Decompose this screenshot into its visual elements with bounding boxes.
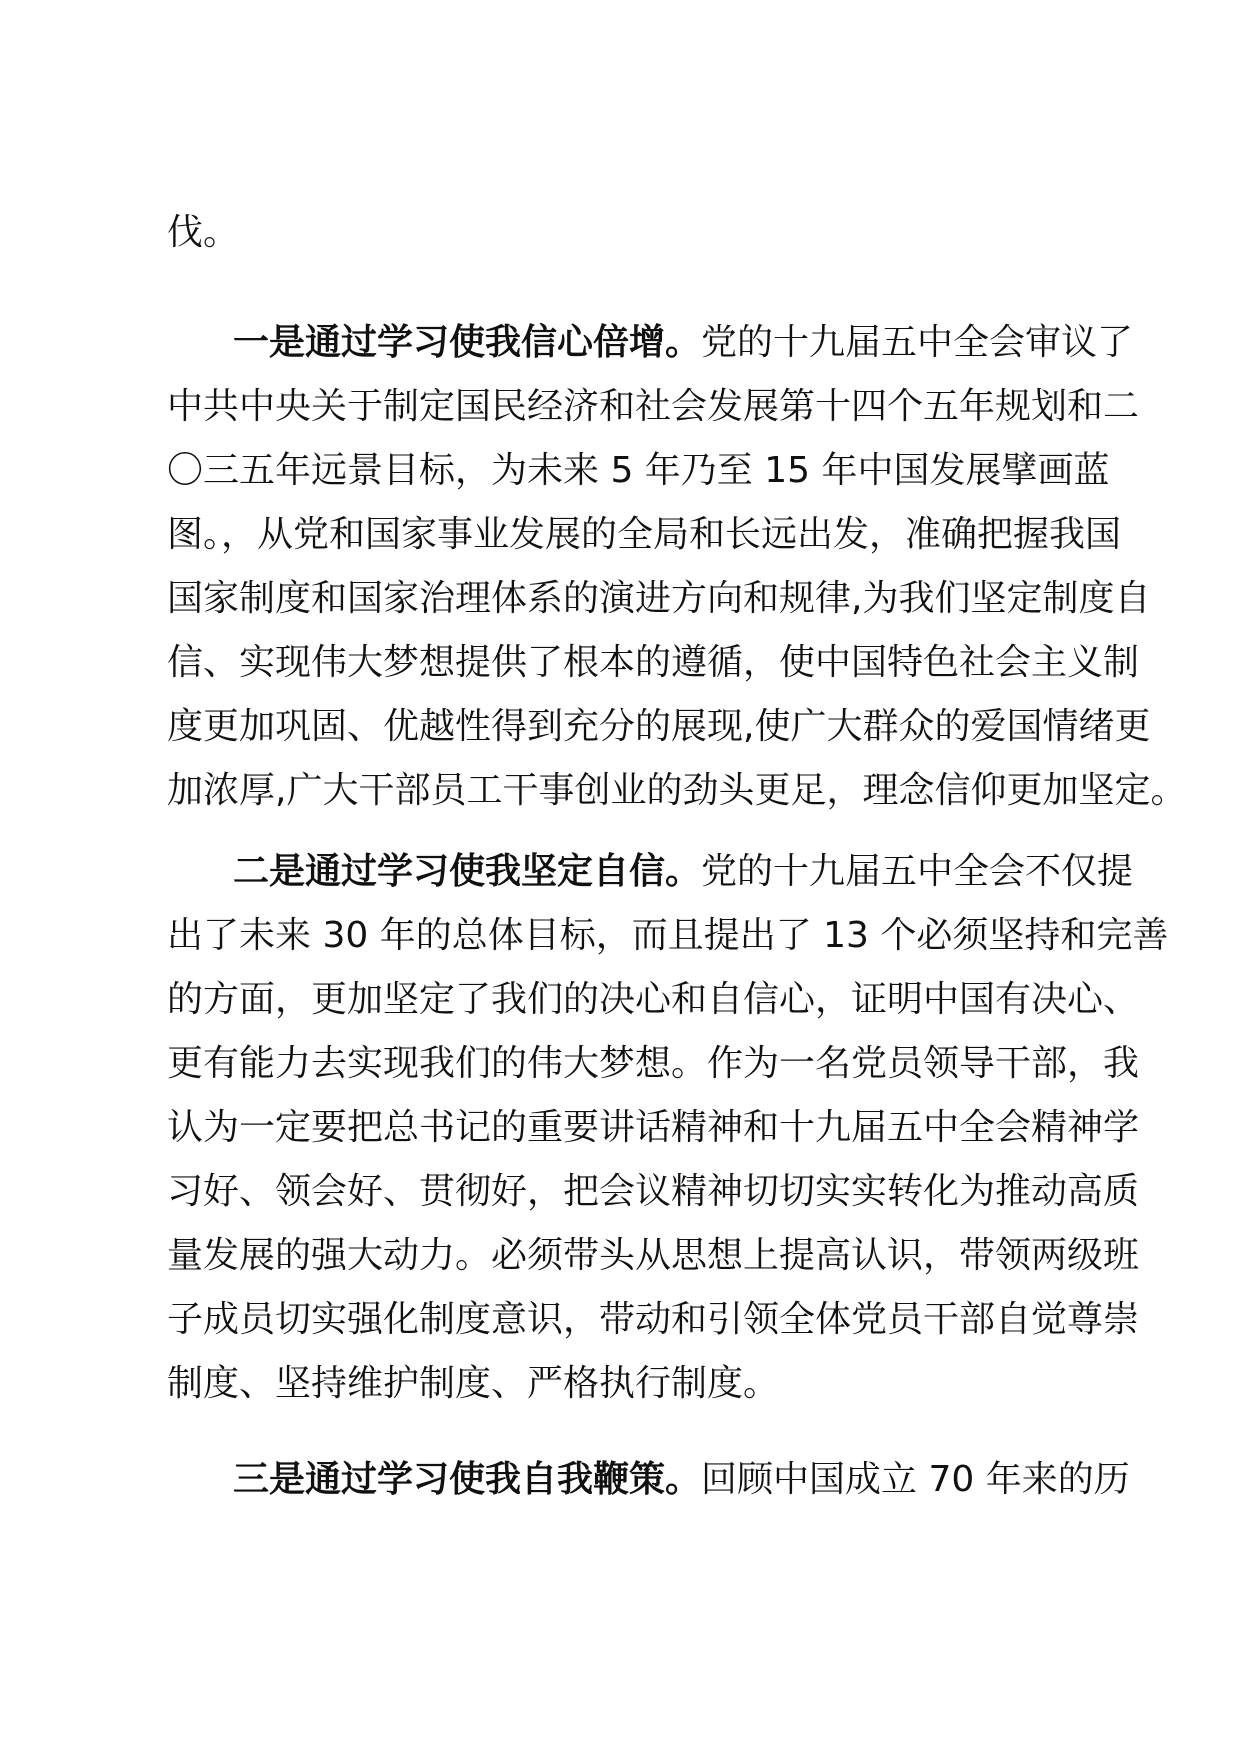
- paragraph-2-line-7: 量发展的强大动力。必须带头从思想上提高认识，带领两级班: [167, 1235, 1140, 1276]
- paragraph-1-line-1: 党的十九届五中全会审议了: [701, 322, 1134, 363]
- paragraph-3-heading: 三是通过学习使我自我鞭策。: [233, 1459, 702, 1500]
- paragraph-1-line-5: 国家制度和国家治理体系的演进方向和规律,为我们坚定制度自: [167, 578, 1151, 619]
- continuation-line: 伐。: [167, 212, 240, 253]
- paragraph-3-first-line: [233, 1448, 1130, 1512]
- paragraph-2-line-6: 习好、领会好、贯彻好，把会议精神切切实实转化为推动高质: [167, 1171, 1140, 1212]
- paragraph-1-line-3: 〇三五年远景目标，为未来 5 年乃至 15 年中国发展擘画蓝: [167, 450, 1110, 491]
- paragraph-2-line-5: 认为一定要把总书记的重要讲话精神和十九届五中全会精神学: [167, 1107, 1140, 1148]
- paragraph-1-line-6: 信、实现伟大梦想提供了根本的遵循，使中国特色社会主义制: [167, 642, 1140, 683]
- paragraph-2-line-8: 子成员切实强化制度意识，带动和引领全体党员干部自觉尊崇: [167, 1299, 1140, 1340]
- paragraph-2-line-3: 的方面，更加坚定了我们的决心和自信心，证明中国有决心、: [167, 979, 1140, 1020]
- paragraph-1-first-line: [233, 311, 1134, 375]
- paragraph-2-line-4: 更有能力去实现我们的伟大梦想。作为一名党员领导干部，我: [167, 1043, 1140, 1084]
- paragraph-2-line-9: 制度、坚持维护制度、严格执行制度。: [167, 1363, 780, 1404]
- paragraph-2-heading: 二是通过学习使我坚定自信。: [233, 851, 702, 892]
- paragraph-1-heading: 一是通过学习使我信心倍增。: [233, 322, 702, 363]
- paragraph-2-line-2: 出了未来 30 年的总体目标，而且提出了 13 个必须坚持和完善: [167, 915, 1169, 956]
- paragraph-2-line-1: 党的十九届五中全会不仅提: [701, 851, 1134, 892]
- paragraph-2-first-line: [233, 840, 1134, 904]
- paragraph-1-line-2: 中共中央关于制定国民经济和社会发展第十四个五年规划和二: [167, 386, 1140, 427]
- paragraph-3-line-1: 回顾中国成立 70 年来的历: [701, 1459, 1130, 1500]
- paragraph-1-line-8: 加浓厚,广大干部员工干事创业的劲头更足，理念信仰更加坚定。: [167, 770, 1187, 811]
- paragraph-1-line-7: 度更加巩固、优越性得到充分的展现,使广大群众的爱国情绪更: [167, 706, 1151, 747]
- paragraph-1-line-4: 图。，从党和国家事业发展的全局和长远出发，准确把握我国: [167, 514, 1122, 555]
